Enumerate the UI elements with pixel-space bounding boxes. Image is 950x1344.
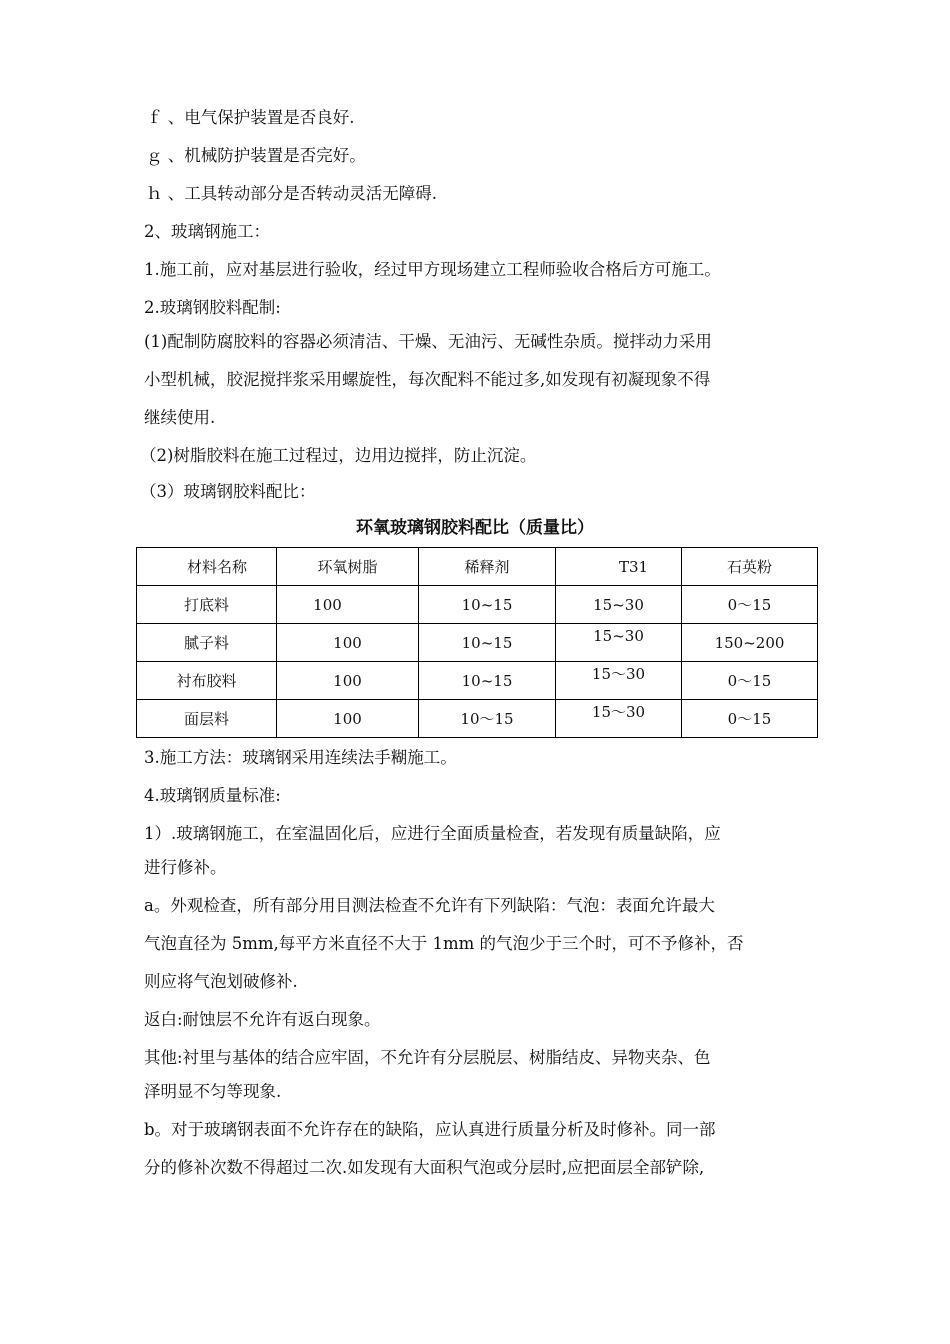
- ratio-table: [136, 547, 818, 738]
- table-cell: 100: [277, 586, 419, 624]
- table-row: [137, 624, 818, 662]
- table-cell: 150~200: [682, 624, 818, 662]
- text-line-2: 2.玻璃钢胶料配制:: [144, 298, 281, 317]
- paragraph-line: 分的修补次数不得超过二次.如发现有大面积气泡或分层时,应把面层全部铲除,: [144, 1158, 705, 1177]
- paragraph-line: 继续使用.: [144, 408, 216, 427]
- table-cell: 0～15: [682, 586, 818, 624]
- text-line-4: 4.玻璃钢质量标准:: [144, 786, 281, 805]
- table-row: [137, 700, 818, 738]
- table-header-row: [137, 548, 818, 586]
- text-line-f: ｆ 、电气保护装置是否良好.: [146, 108, 355, 127]
- table-row: [137, 662, 818, 700]
- table-cell: 100: [277, 624, 419, 662]
- table-cell: 腻子料: [137, 624, 277, 662]
- paragraph-line: 泽明显不匀等现象.: [144, 1082, 282, 1101]
- paragraph-line: 返白:耐蚀层不允许有返白现象。: [144, 1010, 381, 1029]
- table-cell: 衬布胶料: [137, 662, 277, 700]
- paragraph-line: 小型机械，胶泥搅拌浆采用螺旋性，每次配料不能过多,如发现有初凝现象不得: [144, 370, 711, 389]
- table-cell: 10～15: [419, 700, 556, 738]
- table-cell: 10~15: [419, 624, 556, 662]
- table-cell: 15~30: [556, 624, 682, 662]
- table-cell: 0～15: [682, 662, 818, 700]
- paragraph-line: 其他:衬里与基体的结合应牢固，不允许有分层脱层、树脂结皮、异物夹杂、色: [144, 1048, 711, 1067]
- paragraph-line: 1）.玻璃钢施工，在室温固化后，应进行全面质量检查，若发现有质量缺陷，应: [144, 824, 721, 843]
- table-cell: 15～30: [556, 662, 682, 700]
- table-title: 环氧玻璃钢胶料配比（质量比）: [356, 518, 594, 538]
- text-line-h: ｈ 、工具转动部分是否转动灵活无障碍.: [146, 184, 437, 203]
- table-cell: 100: [277, 700, 419, 738]
- table-cell: 15～30: [556, 700, 682, 738]
- section-heading-frp: 2、玻璃钢施工：: [144, 222, 270, 241]
- header-cell: T31: [556, 548, 682, 586]
- paragraph-line: 则应将气泡划破修补.: [144, 972, 298, 991]
- text-line-3: 3.施工方法：玻璃钢采用连续法手糊施工。: [144, 748, 457, 767]
- header-cell: 石英粉: [682, 548, 818, 586]
- table-cell: 10~15: [419, 662, 556, 700]
- text-line-sub3: （3）玻璃钢胶料配比：: [140, 482, 316, 501]
- paragraph-line: 气泡直径为 5mm,每平方米直径不大于 1mm 的气泡少于三个时，可不予修补，否: [144, 934, 744, 953]
- table-cell: 面层料: [137, 700, 277, 738]
- table-cell: 打底料: [137, 586, 277, 624]
- paragraph-line: b。对于玻璃钢表面不允许存在的缺陷，应认真进行质量分析及时修补。同一部: [144, 1120, 716, 1139]
- text-line-sub2: （2)树脂胶料在施工过程过，边用边搅拌，防止沉淀。: [140, 446, 537, 465]
- paragraph-line: (1)配制防腐胶料的容器必须清洁、干燥、无油污、无碱性杂质。搅拌动力采用: [144, 332, 712, 351]
- table-cell: 0～15: [682, 700, 818, 738]
- table-cell: 10~15: [419, 586, 556, 624]
- table-cell: 100: [277, 662, 419, 700]
- paragraph-line: 进行修补。: [144, 858, 227, 877]
- text-line-1: 1.施工前，应对基层进行验收，经过甲方现场建立工程师验收合格后方可施工。: [144, 260, 721, 279]
- text-line-g: ｇ 、机械防护装置是否完好。: [146, 146, 366, 165]
- header-cell: 材料名称: [137, 548, 277, 586]
- paragraph-line: a。外观检查，所有部分用目测法检查不允许有下列缺陷：气泡：表面允许最大: [144, 896, 715, 915]
- table-cell: 15~30: [556, 586, 682, 624]
- header-cell: 环氧树脂: [277, 548, 419, 586]
- header-cell: 稀释剂: [419, 548, 556, 586]
- table-row: [137, 586, 818, 624]
